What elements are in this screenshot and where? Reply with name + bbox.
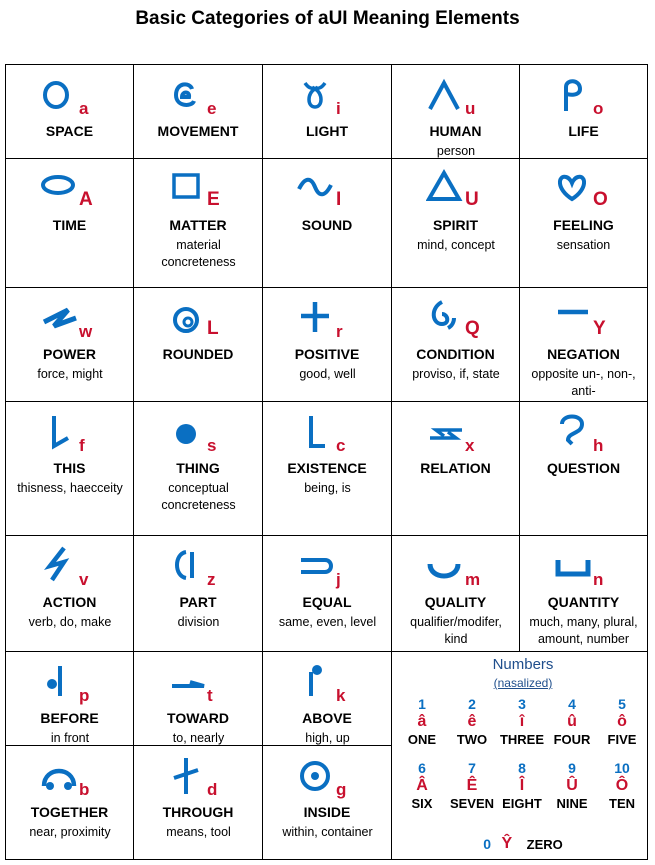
- category-cell-relation: [392, 402, 520, 536]
- symbol: [520, 546, 647, 589]
- category-name: LIFE: [568, 123, 599, 139]
- vowel-letter: A: [79, 189, 93, 210]
- category-cell-time: [6, 159, 134, 288]
- number-2: [447, 696, 497, 747]
- category-name: TOWARD: [167, 710, 229, 726]
- number-6: [397, 760, 447, 811]
- symbol: [263, 546, 391, 589]
- vowel-letter: z: [207, 570, 216, 589]
- number-digit: 10: [614, 760, 630, 776]
- category-description: division: [177, 615, 220, 629]
- category-cell-life: [520, 65, 647, 159]
- category-cell-question: [520, 402, 647, 536]
- number-vowel: ê: [467, 713, 477, 730]
- number-digit: 4: [568, 696, 576, 712]
- heart-icon: [554, 169, 592, 209]
- number-word: SEVEN: [449, 796, 495, 811]
- vowel-letter: u: [465, 99, 476, 118]
- curl-icon: [168, 75, 206, 115]
- category-name: THIS: [53, 460, 86, 476]
- category-name: EQUAL: [302, 594, 352, 610]
- category-cell-part: [134, 536, 263, 652]
- vowel-letter: O: [593, 189, 608, 210]
- vowel-letter: o: [593, 99, 604, 118]
- category-cell-action: [6, 536, 134, 652]
- number-word: SIX: [411, 796, 433, 811]
- numbers-title: Numbers: [492, 656, 554, 673]
- symbol: [392, 298, 519, 338]
- number-vowel: Ô: [615, 777, 629, 794]
- symbol: [520, 298, 647, 338]
- number-digit: 7: [468, 760, 476, 776]
- category-cell-negation: [520, 288, 647, 402]
- category-cell-matter: [134, 159, 263, 288]
- symbol: [263, 75, 391, 118]
- category-description: sensation: [556, 238, 611, 252]
- category-cell-human: [392, 65, 520, 159]
- number-vowel: Ê: [466, 777, 478, 794]
- category-description: near, proximity: [29, 825, 111, 839]
- symbol: [263, 298, 391, 341]
- dot-icon: [168, 412, 206, 452]
- category-cell-space: [6, 65, 134, 159]
- category-name: LIGHT: [306, 123, 348, 139]
- symbol: [520, 169, 647, 209]
- numbers-row-2: [397, 760, 649, 820]
- number-word: THREE: [499, 732, 545, 747]
- vowel-letter: p: [79, 686, 90, 705]
- category-description: force, might: [37, 367, 103, 381]
- number-vowel: Ŷ: [501, 835, 513, 852]
- category-name: POSITIVE: [294, 346, 360, 362]
- number-digit: 6: [418, 760, 426, 776]
- category-cell-feeling: [520, 159, 647, 288]
- vowel-letter: U: [465, 189, 479, 210]
- circle-icon: [40, 75, 78, 115]
- category-cell-this: [6, 402, 134, 536]
- vowel-letter: c: [336, 436, 346, 455]
- symbol: [6, 75, 133, 118]
- arrow-line-icon: [168, 662, 206, 702]
- category-description: person: [436, 144, 476, 158]
- sprout-loop-icon: [554, 75, 592, 115]
- cross-bar-icon: [168, 756, 206, 796]
- category-description: being, is: [304, 481, 351, 495]
- page-title: Basic Categories of aUI Meaning Elements: [135, 8, 520, 29]
- number-10: [597, 760, 647, 811]
- symbol: [392, 546, 519, 589]
- symbol: [134, 662, 262, 705]
- number-vowel: î: [519, 713, 525, 730]
- category-name: SPIRIT: [432, 217, 479, 233]
- category-description: proviso, if, state: [412, 367, 500, 381]
- category-description: within, container: [282, 825, 373, 839]
- category-cell-inside: [263, 746, 392, 859]
- symbol: [520, 412, 647, 455]
- number-9: [547, 760, 597, 811]
- minus-icon: [554, 298, 592, 338]
- vowel-letter: f: [79, 436, 85, 455]
- bar-icon: [297, 412, 335, 452]
- category-name: QUALITY: [424, 594, 487, 610]
- number-zero: [397, 834, 649, 853]
- square-icon: [168, 169, 206, 209]
- symbol: [263, 662, 391, 705]
- vowel-letter: n: [593, 570, 604, 589]
- number-7: [447, 760, 497, 811]
- category-description: mind, concept: [417, 238, 495, 252]
- number-digit: 5: [618, 696, 626, 712]
- category-cell-thing: [134, 402, 263, 536]
- category-name: MOVEMENT: [157, 123, 239, 139]
- symbol: [6, 298, 133, 341]
- number-word: NINE: [556, 796, 588, 811]
- category-cell-condition: [392, 288, 520, 402]
- number-digit: 8: [518, 760, 526, 776]
- category-name: MATTER: [169, 217, 227, 233]
- category-description: high, up: [305, 731, 350, 745]
- number-1: [397, 696, 447, 747]
- vowel-letter: x: [465, 436, 475, 455]
- dotted-circle-icon: [297, 756, 335, 796]
- category-description: material concreteness: [161, 238, 236, 269]
- number-word: TEN: [609, 796, 635, 811]
- vowel-letter: e: [207, 99, 217, 118]
- category-name: SPACE: [45, 123, 94, 139]
- category-name: ABOVE: [302, 710, 352, 726]
- category-cell-existence: [263, 402, 392, 536]
- number-4: [547, 696, 597, 747]
- category-cell-spirit: [392, 159, 520, 288]
- symbol: [392, 169, 519, 209]
- number-word: TWO: [456, 732, 488, 747]
- half-circle-icon: [168, 546, 206, 586]
- number-vowel: û: [567, 713, 577, 730]
- cup-icon: [426, 546, 464, 586]
- category-name: NEGATION: [547, 346, 620, 362]
- category-name: EXISTENCE: [287, 460, 367, 476]
- category-name: TIME: [52, 217, 87, 233]
- number-word: FIVE: [607, 732, 637, 747]
- category-description: good, well: [299, 367, 356, 381]
- category-name: ACTION: [42, 594, 97, 610]
- category-name: ROUNDED: [162, 346, 234, 362]
- symbol: [134, 546, 262, 589]
- arc-dots-icon: [40, 756, 78, 796]
- category-name: QUANTITY: [547, 594, 620, 610]
- category-description: opposite un-, non-, anti-: [531, 367, 636, 398]
- category-cell-through: [134, 746, 263, 859]
- category-name: POWER: [43, 346, 96, 362]
- category-cell-above: [263, 652, 392, 746]
- symbol: [392, 412, 519, 455]
- vowel-letter: d: [207, 780, 218, 799]
- category-description: to, nearly: [172, 731, 225, 745]
- number-vowel: ô: [617, 713, 627, 730]
- category-name: CONDITION: [416, 346, 495, 362]
- vowel-letter: w: [79, 322, 93, 341]
- symbol: [6, 756, 133, 799]
- category-name: INSIDE: [303, 804, 351, 820]
- category-cell-before: [6, 652, 134, 746]
- number-digit: 3: [518, 696, 526, 712]
- vowel-letter: Y: [593, 318, 606, 339]
- caret-icon: [426, 75, 464, 115]
- number-5: [597, 696, 647, 747]
- symbol: [134, 756, 262, 799]
- triangle-icon: [426, 169, 464, 209]
- category-name: HUMAN: [429, 123, 482, 139]
- symbol: [263, 756, 391, 799]
- category-cell-toward: [134, 652, 263, 746]
- number-word: EIGHT: [502, 796, 542, 811]
- symbol: [6, 169, 133, 209]
- numbers-subtitle: (nasalized): [493, 676, 553, 690]
- symbol: [134, 75, 262, 118]
- category-description: same, even, level: [278, 615, 377, 629]
- numbers-row-1: [397, 696, 649, 756]
- number-vowel: Â: [416, 777, 428, 794]
- bar-dot-top-icon: [297, 662, 335, 702]
- round-loop-icon: [168, 298, 206, 338]
- symbol: [263, 412, 391, 455]
- vowel-letter: a: [79, 99, 89, 118]
- category-cell-light: [263, 65, 392, 159]
- category-name: PART: [179, 594, 217, 610]
- number-vowel: Î: [519, 777, 525, 794]
- question-hook-icon: [554, 412, 592, 452]
- number-8: [497, 760, 547, 811]
- number-vowel: â: [417, 713, 427, 730]
- vowel-letter: k: [336, 686, 346, 705]
- symbol: [6, 662, 133, 705]
- number-vowel: Û: [566, 777, 578, 794]
- vowel-letter: L: [207, 318, 219, 339]
- symbol: [520, 75, 647, 118]
- bracket-icon: [554, 546, 592, 586]
- plus-icon: [297, 298, 335, 338]
- double-arrow-icon: [426, 412, 464, 452]
- symbol: [392, 75, 519, 118]
- number-3: [497, 696, 547, 747]
- symbol: [134, 412, 262, 455]
- category-cell-quality: [392, 536, 520, 652]
- flame-loop-icon: [297, 75, 335, 115]
- category-name: SOUND: [301, 217, 353, 233]
- category-cell-power: [6, 288, 134, 402]
- vowel-letter: s: [207, 436, 217, 455]
- vowel-letter: j: [336, 570, 341, 589]
- category-cell-quantity: [520, 536, 647, 652]
- number-word: FOUR: [553, 732, 591, 747]
- numbers-panel: [397, 652, 649, 861]
- vowel-letter: r: [336, 322, 343, 341]
- vowel-letter: b: [79, 780, 90, 799]
- number-word: ONE: [407, 732, 437, 747]
- category-description: in front: [50, 731, 90, 745]
- category-cell-equal: [263, 536, 392, 652]
- number-word: ZERO: [526, 836, 563, 852]
- category-name: RELATION: [420, 460, 491, 476]
- hook-icon: [426, 298, 464, 338]
- category-description: verb, do, make: [28, 615, 112, 629]
- category-name: THROUGH: [162, 804, 234, 820]
- category-cell-sound: [263, 159, 392, 288]
- equal-curve-icon: [297, 546, 335, 586]
- symbol: [263, 169, 391, 209]
- category-description: thisness, haecceity: [17, 481, 123, 495]
- number-digit: 0: [483, 835, 492, 852]
- category-name: TOGETHER: [30, 804, 109, 820]
- number-digit: 1: [418, 696, 426, 712]
- categories-grid: [5, 64, 648, 860]
- vowel-letter: g: [336, 780, 347, 799]
- vowel-letter: Q: [465, 318, 480, 339]
- symbol: [6, 546, 133, 589]
- vowel-letter: E: [207, 189, 220, 210]
- pointer-icon: [40, 412, 78, 452]
- category-name: BEFORE: [40, 710, 99, 726]
- category-name: FEELING: [553, 217, 614, 233]
- category-cell-together: [6, 746, 134, 859]
- ellipse-icon: [40, 169, 78, 209]
- number-digit: 2: [468, 696, 476, 712]
- vowel-letter: t: [207, 686, 213, 705]
- category-cell-positive: [263, 288, 392, 402]
- symbol: [134, 169, 262, 209]
- vowel-letter: i: [336, 99, 341, 118]
- wave-icon: [297, 169, 335, 209]
- vowel-letter: m: [465, 570, 481, 589]
- vowel-letter: I: [336, 189, 342, 210]
- category-description: qualifier/modifer, kind: [410, 615, 502, 646]
- category-name: QUESTION: [546, 460, 621, 476]
- category-name: THING: [176, 460, 220, 476]
- category-description: means, tool: [166, 825, 231, 839]
- category-cell-rounded: [134, 288, 263, 402]
- category-description: much, many, plural, amount, number: [529, 615, 638, 646]
- symbol: [134, 298, 262, 338]
- zigzag-icon: [40, 298, 78, 338]
- vowel-letter: h: [593, 436, 604, 455]
- bolt-icon: [40, 546, 78, 586]
- number-digit: 9: [568, 760, 576, 776]
- category-cell-movement: [134, 65, 263, 159]
- vowel-letter: v: [79, 570, 89, 589]
- bar-dot-left-icon: [40, 662, 78, 702]
- category-description: conceptual concreteness: [161, 481, 236, 512]
- symbol: [6, 412, 133, 455]
